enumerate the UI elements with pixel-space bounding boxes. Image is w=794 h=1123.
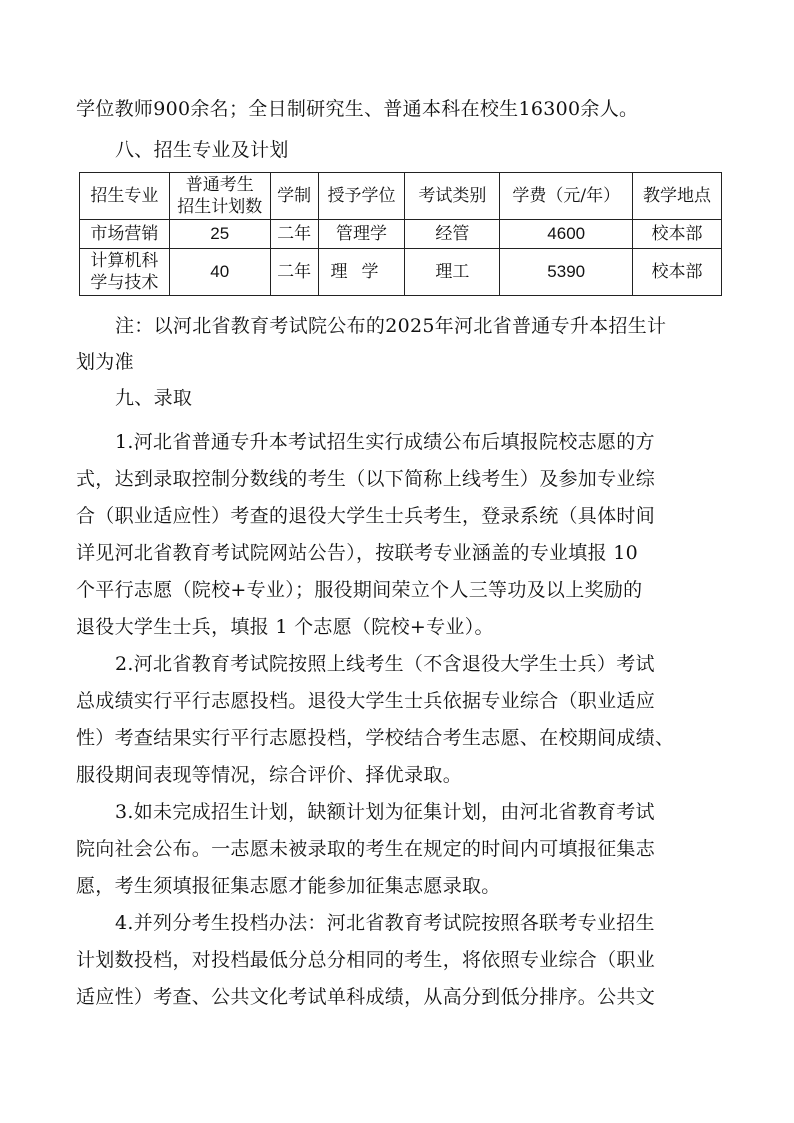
cell-major-line2: 学与技术 xyxy=(90,273,159,293)
header-plan-line1: 普通考生 xyxy=(185,175,254,195)
cell-major: 市场营销 xyxy=(80,220,170,249)
note-line-1: 注：以河北省教育考试院公布的2025年河北省普通专升本招生计 xyxy=(115,315,667,337)
header-location: 教学地点 xyxy=(633,173,722,220)
header-plan-line2: 招生计划数 xyxy=(177,197,263,217)
para1-line: 个平行志愿（院校+专业）；服役期间荣立个人三等功及以上奖励的 xyxy=(76,579,643,601)
para1-line: 退役大学生士兵，填报 1 个志愿（院校+专业）。 xyxy=(76,616,494,638)
table-row xyxy=(80,249,722,296)
para3-line: 愿，考生须填报征集志愿才能参加征集志愿录取。 xyxy=(76,875,501,897)
cell-major-line1: 计算机科 xyxy=(90,251,159,271)
header-exam-type: 考试类别 xyxy=(405,173,500,220)
para2-line: 服役期间表现等情况，综合评价、择优录取。 xyxy=(76,764,463,786)
cell-plan: 25 xyxy=(169,220,270,249)
header-duration: 学制 xyxy=(270,173,318,220)
cell-degree: 理学 xyxy=(318,249,405,296)
para2-line: 性）考查结果实行平行志愿投档，学校结合考生志愿、在校期间成绩、 xyxy=(76,727,675,749)
cell-plan: 40 xyxy=(169,249,270,296)
cell-major xyxy=(80,249,170,296)
cell-location: 校本部 xyxy=(633,220,722,249)
cell-degree: 管理学 xyxy=(318,220,405,249)
para4-line: 4.并列分考生投档办法：河北省教育考试院按照各联考专业招生 xyxy=(115,912,655,934)
header-plan xyxy=(169,173,270,220)
section-8-title: 八、招生专业及计划 xyxy=(115,139,289,161)
cell-duration: 二年 xyxy=(270,249,318,296)
para1-line: 详见河北省教育考试院网站公告），按联考专业涵盖的专业填报 10 xyxy=(76,542,639,564)
cell-fee: 5390 xyxy=(500,249,633,296)
para3-line: 院向社会公布。一志愿未被录取的考生在规定的时间内可填报征集志 xyxy=(76,838,656,860)
header-fee: 学费（元/年） xyxy=(500,173,633,220)
header-degree: 授予学位 xyxy=(318,173,405,220)
para1-line: 合（职业适应性）考查的退役大学生士兵考生，登录系统（具体时间 xyxy=(76,505,656,527)
section-9-title: 九、录取 xyxy=(115,387,193,409)
intro-line: 学位教师900余名；全日制研究生、普通本科在校生16300余人。 xyxy=(76,98,639,120)
cell-fee: 4600 xyxy=(500,220,633,249)
table-row xyxy=(80,220,722,249)
cell-exam-type: 经管 xyxy=(405,220,500,249)
para1-line: 1.河北省普通专升本考试招生实行成绩公布后填报院校志愿的方 xyxy=(115,431,655,453)
para4-line: 计划数投档，对投档最低分总分相同的考生，将依照专业综合（职业 xyxy=(76,949,656,971)
enrollment-plan-table xyxy=(79,172,722,296)
table-header-row xyxy=(80,173,722,220)
cell-location: 校本部 xyxy=(633,249,722,296)
para3-line: 3.如未完成招生计划，缺额计划为征集计划，由河北省教育考试 xyxy=(115,801,655,823)
para1-line: 式，达到录取控制分数线的考生（以下简称上线考生）及参加专业综 xyxy=(76,468,656,490)
cell-duration: 二年 xyxy=(270,220,318,249)
para2-line: 总成绩实行平行志愿投档。退役大学生士兵依据专业综合（职业适应 xyxy=(76,690,656,712)
note-line-2: 划为准 xyxy=(76,351,134,373)
para4-line: 适应性）考查、公共文化考试单科成绩，从高分到低分排序。公共文 xyxy=(76,986,656,1008)
para2-line: 2.河北省教育考试院按照上线考生（不含退役大学生士兵）考试 xyxy=(115,653,655,675)
header-major: 招生专业 xyxy=(80,173,170,220)
cell-exam-type: 理工 xyxy=(405,249,500,296)
